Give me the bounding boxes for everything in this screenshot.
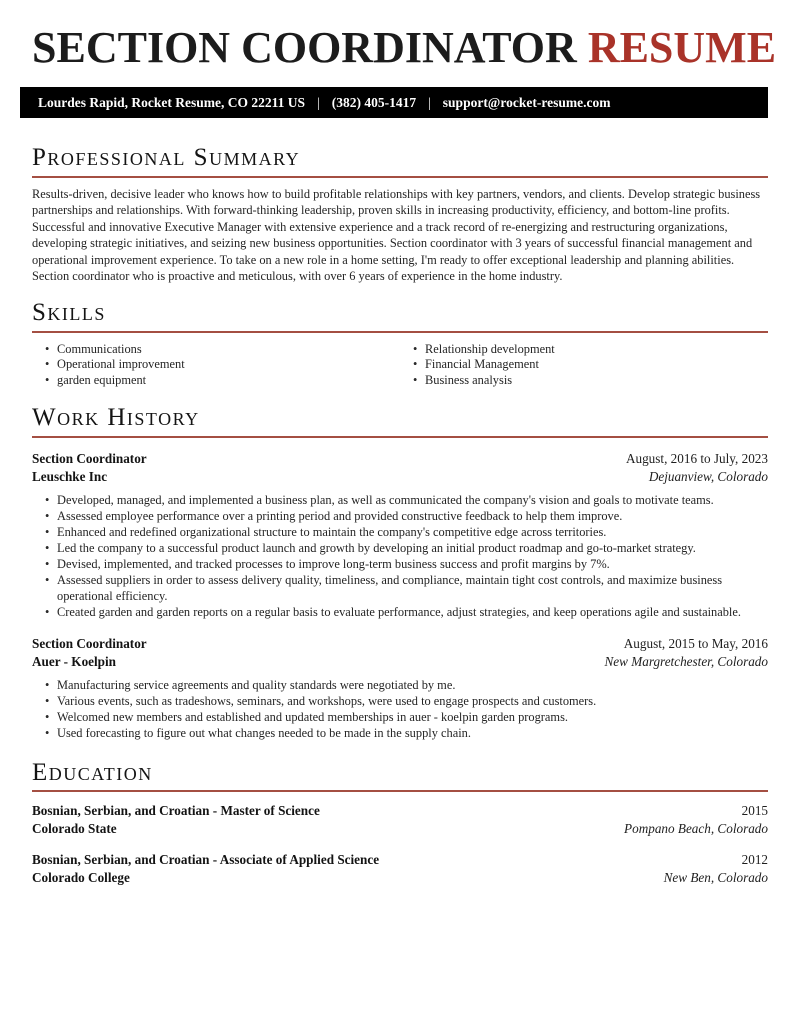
- job-entry: [32, 450, 768, 620]
- education-degree-row: [32, 802, 768, 820]
- education-school: Colorado State: [32, 821, 117, 837]
- skill-item: • Communications: [32, 342, 400, 358]
- section-divider-rule: [32, 331, 768, 333]
- job-title: Section Coordinator: [32, 450, 147, 466]
- contact-bar: [20, 87, 768, 118]
- job-company-row: [32, 468, 768, 486]
- job-dates: August, 2016 to July, 2023: [625, 450, 768, 466]
- job-bullet: • Developed, managed, and implemented a business plan, as well as communicated the company's vision and goals to motivate teams.: [32, 492, 768, 508]
- education-degree: Bosnian, Serbian, and Croatian - Master of Science: [32, 803, 320, 819]
- contact-separator: |: [317, 94, 320, 110]
- job-dates: August, 2015 to May, 2016: [623, 635, 768, 651]
- job-bullet: • Assessed suppliers in order to assess delivery quality, timeliness, and compliance, maintain tight cost controls, and maximize business operational efficiency.: [32, 572, 768, 604]
- section-divider-rule: [32, 176, 768, 178]
- skill-item: • Operational improvement: [32, 357, 400, 373]
- skill-item: • Business analysis: [400, 373, 768, 389]
- education-degree-row: [32, 851, 768, 869]
- contact-email: support@rocket-resume.com: [442, 94, 611, 110]
- job-bullet: • Devised, implemented, and tracked processes to improve long-term business success and profit margins by 7%.: [32, 556, 768, 572]
- job-bullet: • Led the company to a successful product launch and growth by developing an initial product roadmap and go-to-market strategy.: [32, 540, 768, 556]
- section-divider-rule: [32, 436, 768, 438]
- section-skills: [32, 299, 768, 388]
- job-location: New Margretchester, Colorado: [604, 653, 768, 669]
- job-bullet-list: [32, 677, 768, 741]
- job-title-row: [32, 450, 768, 468]
- skill-item: • garden equipment: [32, 373, 400, 389]
- job-company-row: [32, 653, 768, 671]
- education-school: Colorado College: [32, 870, 130, 886]
- education-heading: Education: [32, 758, 153, 786]
- job-entry: [32, 635, 768, 741]
- contact-separator: |: [428, 94, 431, 110]
- job-bullet: • Welcomed new members and established and updated memberships in auer - koelpin garden programs.: [32, 709, 768, 725]
- skill-item: • Financial Management: [400, 357, 768, 373]
- job-bullet: • Enhanced and redefined organizational structure to maintain the company's competitive edge across territories.: [32, 524, 768, 540]
- education-entry: [32, 802, 768, 838]
- job-bullet: • Manufacturing service agreements and quality standards were negotiated by me.: [32, 677, 768, 693]
- section-professional-summary: [32, 144, 768, 285]
- skill-item: • Relationship development: [400, 342, 768, 358]
- page-title: [32, 23, 777, 72]
- education-entry: [32, 851, 768, 887]
- contact-name-address: Lourdes Rapid, Rocket Resume, CO 22211 US: [38, 94, 306, 110]
- title-resume-word: RESUME: [587, 23, 777, 72]
- education-year: 2015: [741, 803, 768, 819]
- section-work-history: [32, 404, 768, 741]
- summary-paragraph: Results-driven, decisive leader who knows how to build profitable relationships with key partners, vendors, and clients. Develop strategic business partnerships and relationships. With forward-thinking leadership, proven skills in increasing productivity, efficiency, and bottom-line profits. Successful and innovative Executive Manager with extensive experience and a track record of re-energizing and restructuring organizations, developing strategic initiatives, and seizing new business opportunities. Section coordinator with 3 years of successful financial management and operational improvement experience. To take on a new role in a home setting, I'm ready to offer exceptional leadership and planning abilities. Section coordinator who is proactive and meticulous, with over 6 years of experience in the home industry.: [32, 186, 761, 284]
- professional-summary-heading: Professional Summary: [32, 144, 301, 171]
- contact-phone: (382) 405-1417: [331, 94, 417, 110]
- education-location: Pompano Beach, Colorado: [624, 821, 768, 837]
- job-title: Section Coordinator: [32, 635, 147, 651]
- title-role-text: SECTION COORDINATOR: [32, 23, 577, 72]
- skills-heading: Skills: [32, 299, 106, 327]
- job-company: Leuschke Inc: [32, 468, 108, 484]
- job-bullet: • Assessed employee performance over a printing period and provided constructive feedback to help them improve.: [32, 508, 768, 524]
- job-company: Auer - Koelpin: [32, 653, 117, 669]
- education-degree: Bosnian, Serbian, and Croatian - Associate of Applied Science: [32, 852, 380, 868]
- section-education: [32, 759, 768, 888]
- job-location: Dejuanview, Colorado: [648, 468, 768, 484]
- job-bullet: • Various events, such as tradeshows, seminars, and workshops, were used to engage prospects and customers.: [32, 693, 768, 709]
- skills-grid: [32, 342, 768, 389]
- job-title-row: [32, 635, 768, 653]
- section-divider-rule: [32, 790, 768, 792]
- job-bullet: • Used forecasting to figure out what changes needed to be made in the supply chain.: [32, 725, 768, 741]
- education-school-row: [32, 820, 768, 838]
- education-school-row: [32, 869, 768, 887]
- education-location: New Ben, Colorado: [663, 870, 768, 886]
- skills-column-left: [32, 342, 400, 389]
- education-year: 2012: [741, 852, 768, 868]
- job-bullet-list: [32, 492, 768, 620]
- skills-column-right: [400, 342, 768, 389]
- job-bullet: • Created garden and garden reports on a regular basis to evaluate performance, adjust strategies, and keep operations agile and sustainable.: [32, 604, 768, 620]
- work-history-heading: Work History: [32, 404, 200, 432]
